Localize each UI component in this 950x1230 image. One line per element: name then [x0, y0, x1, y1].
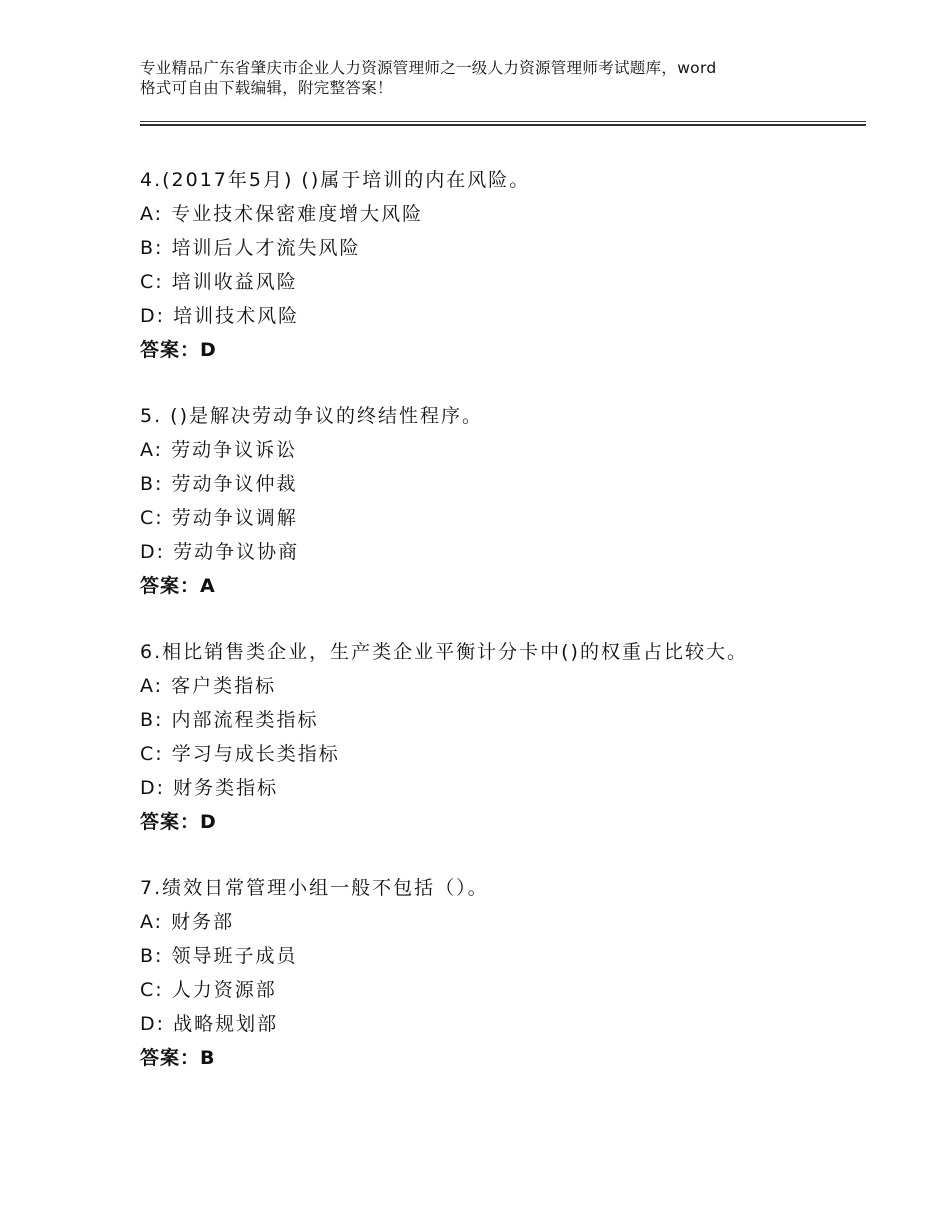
- option-d: D: 财务类指标: [140, 777, 279, 799]
- answer-label: 答案：B: [140, 1047, 216, 1069]
- question-4: [140, 163, 860, 367]
- question-stem: 4.(2017年5月) ()属于培训的内在风险。: [140, 169, 531, 191]
- question-stem: 6.相比销售类企业，生产类企业平衡计分卡中()的权重占比较大。: [140, 641, 748, 663]
- document-header: [140, 58, 840, 98]
- option-a: A: 财务部: [140, 911, 235, 933]
- option-c: C: 人力资源部: [140, 979, 277, 1001]
- answer-label: 答案：D: [140, 339, 217, 361]
- header-line-1: 专业精品广东省肇庆市企业人力资源管理师之一级人力资源管理师考试题库，word: [140, 59, 717, 77]
- option-a: A: 客户类指标: [140, 675, 277, 697]
- answer-label: 答案：D: [140, 811, 217, 833]
- header-divider-thin: [140, 121, 866, 122]
- option-d: D: 培训技术风险: [140, 305, 300, 327]
- header-divider-thick: [140, 124, 866, 126]
- question-7: [140, 871, 860, 1075]
- question-stem: 7.绩效日常管理小组一般不包括（）。: [140, 877, 489, 899]
- option-a: A: 劳动争议诉讼: [140, 439, 298, 461]
- question-stem: 5. ()是解决劳动争议的终结性程序。: [140, 405, 483, 427]
- header-line-2: 格式可自由下载编辑，附完整答案！: [140, 79, 393, 97]
- option-c: C: 学习与成长类指标: [140, 743, 340, 765]
- option-b: B: 内部流程类指标: [140, 709, 319, 731]
- option-d: D: 劳动争议协商: [140, 541, 300, 563]
- option-b: B: 培训后人才流失风险: [140, 237, 361, 259]
- option-d: D: 战略规划部: [140, 1013, 279, 1035]
- option-c: C: 劳动争议调解: [140, 507, 298, 529]
- option-b: B: 劳动争议仲裁: [140, 473, 298, 495]
- question-6: [140, 635, 860, 839]
- option-b: B: 领导班子成员: [140, 945, 298, 967]
- answer-label: 答案：A: [140, 575, 216, 597]
- option-c: C: 培训收益风险: [140, 271, 298, 293]
- question-list: [140, 163, 860, 1107]
- question-5: [140, 399, 860, 603]
- option-a: A: 专业技术保密难度增大风险: [140, 203, 424, 225]
